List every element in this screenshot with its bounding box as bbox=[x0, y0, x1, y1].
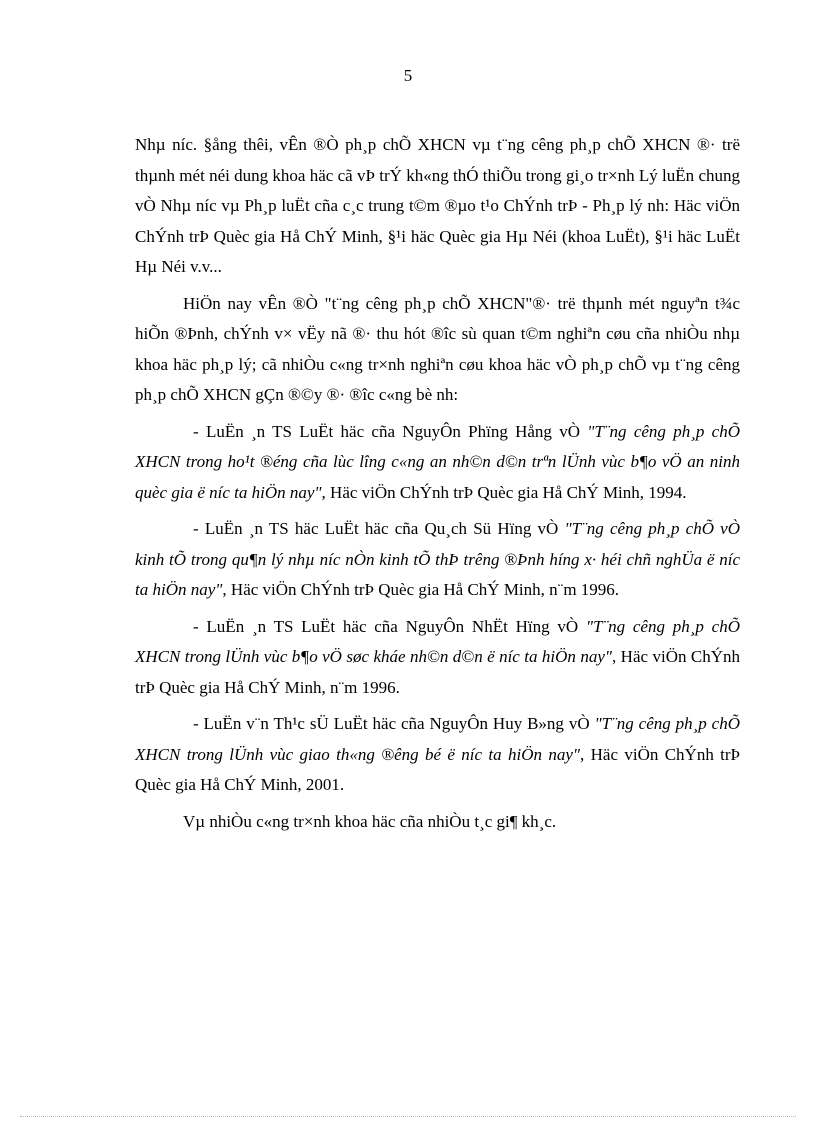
reference-lead: - LuËn ¸n TS LuËt häc cña NguyÔn NhËt Hïng vÒ bbox=[193, 616, 586, 636]
reference-item bbox=[135, 514, 740, 606]
paragraph-closing: Vµ nhiÒu c«ng tr×nh khoa häc cña nhiÒu t¸c gi¶ kh¸c. bbox=[183, 811, 557, 831]
reference-tail: , Häc viÖn ChÝnh trÞ Quèc gia Hå ChÝ Minh, n¨m 1996. bbox=[222, 580, 620, 599]
page-number: 5 bbox=[403, 66, 413, 85]
paragraph-current-research: HiÖn nay vÊn ®Ò "t¨ng cêng ph¸p chÕ XHCN"®· trë thµnh mét nguyªn t¾c hiÕn ®Þnh, chÝnh v× vËy nã ®· thu hót ®îc sù quan t©m nghiªn cøu cña nhiÒu nhµ khoa häc ph¸p lý; cã nhiÒu c«ng tr×nh nghiªn cøu khoa häc vÒ ph¸p chÕ vµ t¨ng cêng ph¸p chÕ XHCN gÇn ®©y ®· ®îc c«ng bè nh: bbox=[135, 293, 740, 404]
reference-title: "T¨ng cêng ph¸p chÕ XHCN trong lÜnh vùc giao th«ng ®êng bé ë níc ta hiÖn nay" bbox=[135, 714, 740, 764]
reference-title: "T¨ng cêng ph¸p chÕ XHCN trong lÜnh vùc b¶o vÖ søc kháe nh©n d©n ë níc ta hiÖn nay" bbox=[135, 616, 740, 666]
reference-item bbox=[135, 417, 740, 509]
reference-tail: , Häc viÖn ChÝnh trÞ Quèc gia Hå ChÝ Minh, 1994. bbox=[321, 482, 687, 502]
reference-tail: , Häc viÖn ChÝnh trÞ Quèc gia Hå ChÝ Minh, n¨m 1996. bbox=[135, 647, 741, 697]
reference-item bbox=[135, 612, 740, 704]
reference-lead: - LuËn v¨n Th¹c sÜ LuËt häc cña NguyÔn Huy B»ng vÒ bbox=[193, 714, 595, 733]
reference-lead: - LuËn ¸n TS LuËt häc cña NguyÔn Phïng Hång vÒ bbox=[193, 421, 588, 441]
reference-tail: , Häc viÖn ChÝnh trÞ Quèc gia Hå ChÝ Minh, 2001. bbox=[135, 744, 741, 794]
page-bottom-border bbox=[20, 1116, 796, 1117]
paragraph-intro: Nhµ níc. §ång thêi, vÊn ®Ò ph¸p chÕ XHCN vµ t¨ng cêng ph¸p chÕ XHCN ®· trë thµnh mét néi dung khoa häc cã vÞ trÝ kh«ng thÓ thiÕu trong gi¸o tr×nh Lý luËn chung vÒ Nhµ níc vµ Ph¸p luËt cña c¸c trung t©m ®µo t¹o ChÝnh trÞ - Ph¸p lý nh: Häc viÖn ChÝnh trÞ Quèc gia Hå ChÝ Minh, §¹i häc Quèc gia Hµ Néi (khoa LuËt), §¹i häc LuËt Hµ Néi v.v... bbox=[135, 135, 740, 276]
reference-lead: - LuËn ¸n TS häc LuËt häc cña Qu¸ch Sü Hïng vÒ bbox=[193, 519, 565, 538]
reference-item bbox=[135, 709, 740, 801]
document-body bbox=[135, 130, 740, 843]
reference-title: "T¨ng cêng ph¸p chÕ vÒ kinh tÕ trong qu¶n lý nhµ níc nÒn kinh tÕ thÞ trêng ®Þnh híng x· héi chñ nghÜa ë níc ta hiÖn nay" bbox=[135, 519, 740, 599]
reference-title: "T¨ng cêng ph¸p chÕ XHCN trong ho¹t ®éng cña lùc lîng c«ng an nh©n d©n trªn lÜnh vùc b¶o vÖ an ninh quèc gia ë níc ta hiÖn nay" bbox=[135, 421, 740, 502]
